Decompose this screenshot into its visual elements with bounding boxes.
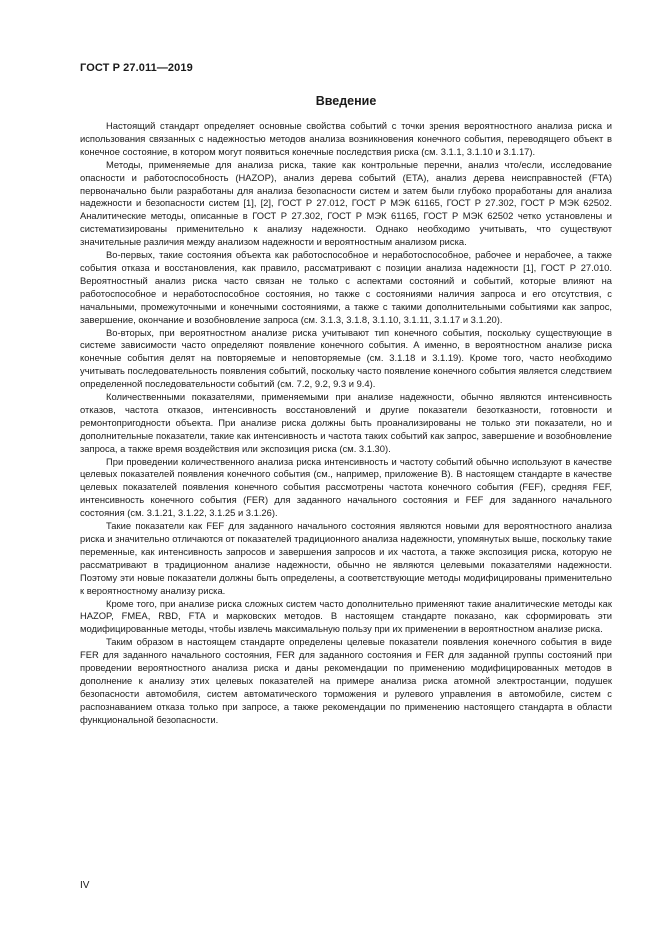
section-title: Введение	[315, 94, 377, 108]
paragraph: Во-вторых, при вероятностном анализе риска учитывают тип конечного события, поскольку существующие в системе зависимости часто определяют появление конечного события. А именно, в вероятностном анализе риска конечные события делят на повторяемые и неповторяемые (см. 3.1.18 и 3.1.19). Кроме того, часто необходимо учитывать последовательность появления событий, поскольку часто появление конечного события является следствием определенной последовательности событий (см. 7.2, 9.2, 9.3 и 9.4).	[80, 326, 612, 390]
document-id: ГОСТ Р 27.011—2019	[80, 62, 193, 74]
paragraph: Количественными показателями, применяемыми при анализе надежности, обычно являются интенсивность отказов, частота отказов, интенсивность восстановлений и другие показатели безотказности, готовности и ремонтопригодности объекта. При анализе риска должны быть проанализированы не только эти показатели, но и дополнительные показатели, такие как интенсивность и частота таких событий как запрос, завершение и возобновление запроса, а также время воздействия или экспозиция риска (см. 3.1.30).	[80, 391, 612, 454]
page-number: IV	[80, 880, 90, 891]
body-text	[80, 120, 612, 727]
paragraph: Во-первых, такие состояния объекта как работоспособное и неработоспособное, рабочее и нерабочее, а также события отказа и восстановления, как правило, рассматривают с позиции анализа надежности [1], ГОСТ Р 27.010. Вероятностный анализ риска часто связан не только с аспектами состояний и событий, которые влияют на работоспособное и неработоспособное состояния, но также с состояниями наличия запроса и его отсутствия, с начальными, промежуточными и конечными состояниями, а также с такими дополнительными событиями как запрос, завершение, окончание и возобновление запроса (см. 3.1.3, 3.1.8, 3.1.10, 3.1.11, 3.1.17 и 3.1.20).	[80, 249, 612, 325]
paragraph: Такие показатели как FEF для заданного начального состояния являются новыми для вероятностного анализа риска и значительно отличаются от показателей традиционного анализа надежности, упомянутых выше, поскольку такие переменные, как интенсивность запросов и завершения запросов и их частота, а также экспозиция риска, которую не рассматривают в традиционном анализе надежности, обычно не являются целевыми показателями надежности. Поэтому эти новые показатели должны быть определены, а соответствующие методы модифицированы применительно к вероятностному анализу риска.	[80, 520, 612, 596]
paragraph: Настоящий стандарт определяет основные свойства событий с точки зрения вероятностного анализа риска и использования связанных с надежностью методов анализа возникновения конечного события, переводящего объект в конечное состояние, в котором могут появиться конечные последствия риска (см. 3.1.1, 3.1.10 и 3.1.17).	[80, 120, 612, 157]
paragraph: При проведении количественного анализа риска интенсивность и частоту событий обычно используют в качестве целевых показателей появления конечного события (см., например, приложение В). В настоящем стандарте в качестве целевых показателей появления конечного события рассмотрены частота конечного события (FEF), средняя FEF, интенсивность конечного события (FER) для заданного начального состояния и FEF для заданного начального состояния (см. 3.1.21, 3.1.22, 3.1.25 и 3.1.26).	[80, 455, 612, 519]
paragraph: Таким образом в настоящем стандарте определены целевые показатели появления конечного события в виде FER для заданного начального состояния, FER для заданного состояния и FER для заданной группы состояний при проведении вероятностного анализа риска и даны рекомендации по применению модифицированных методов в дополнение к анализу этих целевых показателей на примере анализа риска атомной электростанции, подушек безопасности автомобиля, систем автоматического торможения и рулевого управления в автомобиле, систем с распознаванием отказа только при запросе, а также рекомендации по применению настоящего стандарта в области функциональной безопасности.	[80, 636, 612, 725]
paragraph: Методы, применяемые для анализа риска, такие как контрольные перечни, анализ что/если, исследование опасности и работоспособность (HAZOP), анализ дерева событий (ETA), анализ дерева неисправностей (FTA) первоначально были разработаны для анализа безопасности систем и затем были глубоко проработаны для анализа надежности и безопасности систем [1], [2], ГОСТ Р 27.012, ГОСТ Р МЭК 61165, ГОСТ Р 27.302, ГОСТ Р МЭК 62502. Аналитические методы, описанные в ГОСТ Р 27.302, ГОСТ Р МЭК 61165, ГОСТ Р МЭК 62502 четко установлены и систематизированы применительно к анализу надежности. Однако необходимо учитывать, что существуют значительные различия между анализом надежности и вероятностным анализом риска.	[80, 158, 612, 248]
paragraph: Кроме того, при анализе риска сложных систем часто дополнительно применяют такие аналитические методы как HAZOP, FMEA, RBD, FTA и марковских методов. В настоящем стандарте показано, как сформировать эти модифицированные методы, чтобы извлечь максимальную пользу при их применении в вероятностном анализе риска.	[80, 597, 612, 635]
